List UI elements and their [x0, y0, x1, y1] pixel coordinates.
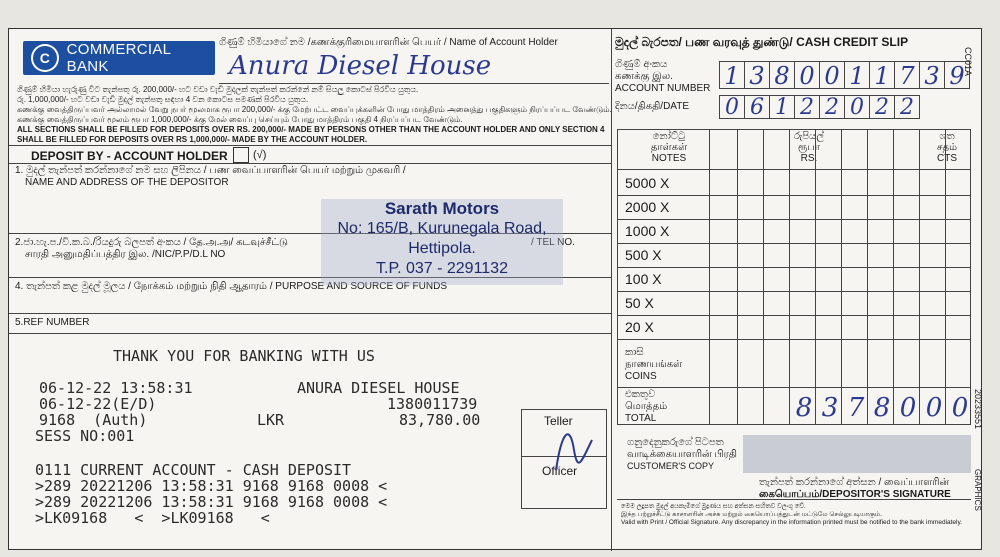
- total-digit: 8: [873, 393, 891, 423]
- account-digit: 7: [894, 61, 920, 89]
- total-digit: 0: [899, 393, 917, 423]
- account-digit: 1: [869, 61, 895, 89]
- row-divider: [617, 339, 971, 340]
- cash-credit-slip: [8, 28, 982, 550]
- copy-label: CUSTOMER'S COPY: [627, 461, 715, 471]
- amount-column-divider: [737, 129, 738, 425]
- form-code: CC01A: [963, 47, 973, 77]
- teller-signature-icon: [552, 420, 596, 480]
- depositor-stamp: [321, 199, 563, 285]
- rs-header-local: රුපියල්: [794, 131, 824, 142]
- signature-label-local: තැන්පත් කරන්නාගේ අත්සන / வைப்பாளரின்: [759, 477, 950, 488]
- cts-header-local: ශත: [939, 131, 955, 142]
- account-label-local: ගිණුම් අංකය: [615, 59, 668, 70]
- denomination-label: 20 X: [625, 319, 654, 335]
- stamp-line: T.P. 037 - 2291132: [376, 260, 508, 277]
- instruction-line: கணக்கு வைத்திருப்பவர் அல்லாமல் வேறு நபர் மூலமாக ரூபா 200,000/- க்கு மேற்பட்ட வைப்புக்களின் போது மாத்திரம் அனைத்து பகுதிகளும் நிரப்பப்பட வேண்டும்.: [17, 105, 612, 114]
- cts-header-local2: சதம்: [936, 142, 958, 153]
- date-digit: 0: [844, 95, 870, 119]
- coins-label-local: කාසි: [625, 347, 644, 358]
- deposit-by-label: DEPOSIT BY - ACCOUNT HOLDER: [31, 149, 228, 163]
- total-label-local2: மொத்தம்: [625, 401, 668, 412]
- footer-line: මෙම ලදුපත මුදල් අයකැමිගේ මුද්‍රණය සහ අත්සන සහිතව වලංගු වේ.: [621, 503, 806, 510]
- copy-label-local: ගනුදෙනුකරුගේ පිටපත: [627, 437, 724, 448]
- receipt-datetime: 06-12-22 13:58:31: [39, 379, 193, 397]
- account-label-local2: கணக்கு இல.: [615, 71, 673, 82]
- section2-local-label: 2.ජා.හැ.ප./වි.ක.බ./රියදුරු බලපත් අංකය / தே.அ.அ/ கடவுச்சீட்டு: [15, 237, 288, 248]
- receipt-trace-line: >289 20221206 13:58:31 9168 9168 0008 <: [35, 493, 388, 511]
- date-label: දිනය/திகதி/DATE: [615, 101, 690, 112]
- deposit-by-checkbox[interactable]: [233, 147, 249, 163]
- copy-label-local2: வாடிக்கையாளரின் பிரதி: [627, 449, 737, 460]
- account-digit: 3: [919, 61, 945, 89]
- section1-local-label: 1. මුදල් තැන්පත් කරන්නාගේ නම සහ ලිපිනය / பண வைப்பாளரின் பெயர் மற்றும் முகவரி /: [15, 165, 406, 176]
- tel-label: / TEL NO.: [531, 237, 575, 248]
- receipt-date-ed: 06-12-22(E/D): [39, 395, 157, 413]
- denomination-label: 5000 X: [625, 175, 670, 191]
- account-digit: 1: [844, 61, 870, 89]
- total-digit: 3: [821, 393, 839, 423]
- teller-box: [521, 409, 607, 509]
- denomination-label: 1000 X: [625, 223, 670, 239]
- divider: [9, 163, 611, 164]
- date-digit: 1: [769, 95, 795, 119]
- divider: [9, 333, 611, 334]
- amount-column-divider: [709, 129, 710, 425]
- amount-column-divider: [763, 129, 764, 425]
- instruction-line: ALL SECTIONS SHALL BE FILLED FOR DEPOSITS OVER RS. 200,000/- MADE BY PERSONS OTHER THAN THE ACCOUNT HOLDER AND ONLY SECTION 4: [17, 125, 605, 134]
- date-digit: 2: [819, 95, 845, 119]
- account-digit: 3: [744, 61, 770, 89]
- section1-label: NAME AND ADDRESS OF THE DEPOSITOR: [25, 177, 229, 188]
- date-digit: 2: [869, 95, 895, 119]
- rs-header: RS.: [800, 153, 818, 164]
- receipt-currency: LKR: [257, 411, 285, 429]
- bank-logo: [23, 41, 215, 75]
- amount-column-divider: [919, 129, 920, 425]
- divider: [9, 145, 611, 146]
- amount-column-divider: [789, 129, 790, 425]
- printer-mark: GRAPHICS: [973, 469, 982, 511]
- denomination-label: 100 X: [625, 271, 662, 287]
- rs-header-local2: ரூபா: [797, 142, 821, 153]
- denomination-label: 2000 X: [625, 199, 670, 215]
- instruction-line: රු. 1,000,000/- හට වඩා වැඩි මුදල් තැන්පතු සඳහා 4 වන කොටස පමණක් පිරවිය යුතුය.: [17, 95, 309, 104]
- instruction-line: கணக்கு வைத்திருப்பவர் மூலம் ரூபா 1,000,000/- க்கு மேல் வைப்பு செய்யும் போது மாத்திரம் பகுதி 4 நிரப்பப்பட வேண்டும்.: [17, 115, 463, 124]
- holder-name-value: Anura Diesel House: [229, 51, 492, 81]
- slip-title: මුදල් බැරපත/ பண வரவுத் துண்டு/ CASH CREDIT SLIP: [615, 35, 909, 49]
- notes-header-local2: தாள்கள்: [650, 142, 688, 153]
- account-digit: 8: [769, 61, 795, 89]
- denomination-label: 50 X: [625, 295, 654, 311]
- receipt-auth: 9168 (Auth): [39, 411, 148, 429]
- holder-underline: [219, 83, 609, 84]
- total-digit: 0: [925, 393, 943, 423]
- total-label: TOTAL: [625, 413, 657, 424]
- footer-line: இந்த பற்றுச்சீட்டு காசாளரின் அச்சு மற்றும் கையொப்பத்துடன் மட்டுமே செல்லுபடியாகும்.: [621, 511, 882, 518]
- total-digit: 8: [795, 393, 813, 423]
- instruction-line: SHALL BE FILLED FOR DEPOSITS OVER RS 1,000,000/- MADE BY THE ACCOUNT HOLDER.: [17, 135, 368, 144]
- notes-header-local: නෝට්ටු: [652, 131, 686, 142]
- date-digit: 0: [719, 95, 745, 119]
- total-label-local: එකතුව: [625, 389, 656, 400]
- date-digit: 6: [744, 95, 770, 119]
- instruction-line: ගිණුම් හිමියා හැරුණු විට තැන්පතු රු. 200,000/- හට වඩා වැඩි මුදලක් තැන්පත් කරන්නේ නම් සියලු කොටස් පිරවිය යුතුය.: [17, 85, 419, 94]
- total-digit: 7: [847, 393, 865, 423]
- divider: [9, 313, 611, 314]
- divider: [617, 387, 971, 388]
- bank-name: COMMERCIAL BANK: [66, 41, 171, 75]
- receipt-session: SESS NO:001: [35, 427, 135, 445]
- receipt-terminal-line: >LK09168 < >LK09168 <: [35, 509, 270, 527]
- holder-label: ගිණුම් හිමියාගේ නම /கணக்குரிமையாளரின் பெயர் / Name of Account Holder: [219, 37, 558, 48]
- amount-column-divider: [893, 129, 894, 425]
- total-digit: 0: [951, 393, 969, 423]
- account-digit: 0: [794, 61, 820, 89]
- bank-logo-icon: C: [31, 44, 59, 72]
- denomination-label: 500 X: [625, 247, 662, 263]
- section4-label: 4. තැන්පත් කළ මුදල් මූලය / நோக்கம் மற்றும் நிதி ஆதாரம் / PURPOSE AND SOURCE OF FUNDS: [15, 281, 447, 292]
- column-divider: [611, 29, 612, 551]
- receipt-account-number: 1380011739: [387, 395, 478, 413]
- stamp-line: Hettipola.: [408, 240, 476, 257]
- account-digit: 9: [944, 61, 970, 89]
- receipt-trace-line: >289 20221206 13:58:31 9168 9168 0008 <: [35, 477, 388, 495]
- notes-header: NOTES: [651, 153, 687, 164]
- coins-label-local2: நாணயங்கள்: [625, 359, 683, 370]
- customer-copy-redaction: [743, 435, 971, 473]
- section5-label: 5.REF NUMBER: [15, 317, 90, 328]
- serial-number: 20233551: [973, 389, 983, 430]
- stamp-line: Sarath Motors: [384, 199, 500, 218]
- stamp-line: No: 165/B, Kurunegala Road,: [337, 220, 547, 237]
- date-digit: 2: [894, 95, 920, 119]
- section2-label: சாரதி அனுமதிப்பத்திர இல. /NIC/P.P/D.L NO: [25, 249, 226, 260]
- signature-label: கையொப்பம்/DEPOSITOR'S SIGNATURE: [759, 489, 951, 500]
- amount-column-divider: [945, 129, 946, 425]
- instructions-block: [17, 85, 612, 145]
- footer-note: [621, 503, 973, 527]
- amount-column-divider: [815, 129, 816, 425]
- amount-column-divider: [841, 129, 842, 425]
- account-digit: 1: [719, 61, 745, 89]
- deposit-by-check-mark: (√): [253, 149, 267, 161]
- receipt-account-name: ANURA DIESEL HOUSE: [297, 379, 460, 397]
- account-label: ACCOUNT NUMBER: [615, 83, 711, 94]
- account-digit: 0: [819, 61, 845, 89]
- cts-header: CTS: [937, 153, 957, 164]
- date-digit: 2: [794, 95, 820, 119]
- footer-line: Valid with Print / Official Signature. Any discrepancy in the information printed must be notified to the bank immediately.: [621, 519, 963, 526]
- teller-label: Teller: [544, 414, 573, 428]
- receipt-amount: 83,780.00: [399, 411, 481, 429]
- receipt-thanks: THANK YOU FOR BANKING WITH US: [113, 347, 375, 365]
- receipt-transaction-type: 0111 CURRENT ACCOUNT - CASH DEPOSIT: [35, 461, 352, 479]
- officer-label: Officer: [542, 464, 578, 478]
- divider: [617, 169, 971, 170]
- coins-label: COINS: [625, 371, 657, 382]
- amount-column-divider: [867, 129, 868, 425]
